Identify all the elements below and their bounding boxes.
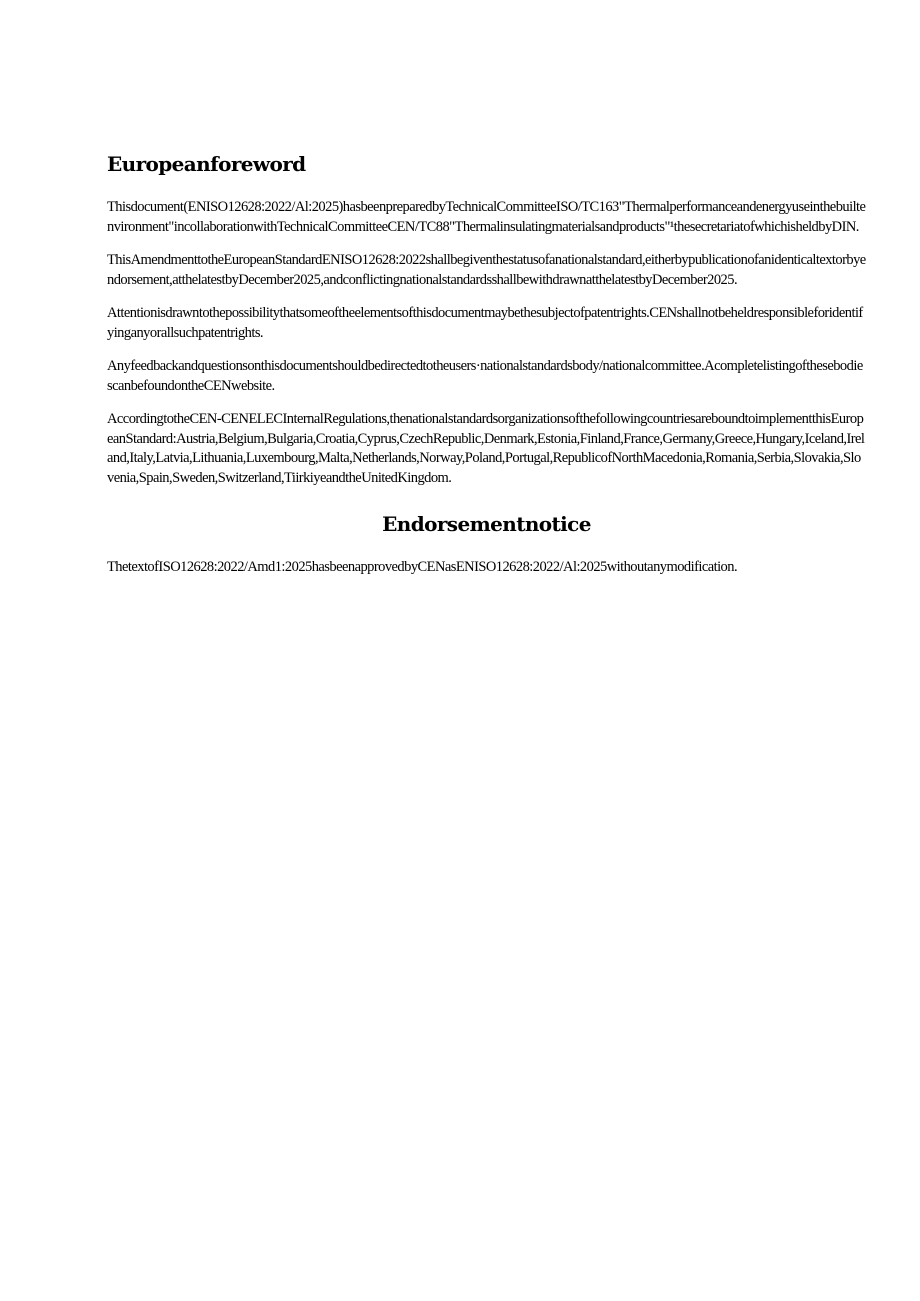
endorsement-paragraph: ThetextofISO12628:2022/Amd1:2025hasbeenapprovedbyCENasENISO12628:2022/Al:2025withoutanymodification. xyxy=(107,559,738,575)
foreword-paragraph-feedback: Anyfeedbackandquestionsonthisdocumentshouldbedirectedtotheusers·nationalstandardsbody/nationalcommittee.AcompletelistingofthesebodiescanbefoundontheCENwebsite. xyxy=(107,358,863,394)
endorsement-title: Endorsementnotice xyxy=(382,512,591,536)
page-content xyxy=(107,150,866,592)
foreword-title: Europeanforeword xyxy=(107,152,306,176)
foreword-paragraph-countries: AccordingtotheCEN-CENELECInternalRegulations,thenationalstandardsorganizationsofthefollowingcountriesareboundtoimplementthisEuropeanStandard:Austria,Belgium,Bulgaria,Croatia,Cyprus,CzechRepublic,Denmark,Estonia,Finland,France,Germany,Greece,Hungary,Iceland,Ireland,Italy,Latvia,Lithuania,Luxembourg,Malta,Netherlands,Norway,Poland,Portugal,RepublicofNorthMacedonia,Romania,Serbia,Slovakia,Slovenia,Spain,Sweden,Switzerland,TiirkiyeandtheUnitedKingdom. xyxy=(107,411,865,486)
foreword-paragraph-patent-rights: Attentionisdrawntothepossibilitythatsomeoftheelementsofthisdocumentmaybethesubjectofpatentrights.CENshallnotbeheldresponsibleforidentifyinganyorallsuchpatentrights. xyxy=(107,305,863,341)
foreword-paragraph-status: ThisAmendmenttotheEuropeanStandardENISO12628:2022shallbegiventhestatusofanationalstandard,eitherbypublicationofanidenticaltextorbyendorsement,atthelatestbyDecember2025,andconflictingnationalstandardsshallbewithdrawnatthelatestbyDecember2025. xyxy=(107,252,866,288)
foreword-paragraph-prepared-by: Thisdocument(ENISO12628:2022/Al:2025)hasbeenpreparedbyTechnicalCommitteeISO/TC163"Thermalperformanceandenergyuseinthebuiltenvironment"incollaborationwithTechnicalCommitteeCEN/TC88"Thermalinsulatingmaterialsandproducts"¹thesecretariatofwhichisheldbyDIN. xyxy=(107,199,866,235)
